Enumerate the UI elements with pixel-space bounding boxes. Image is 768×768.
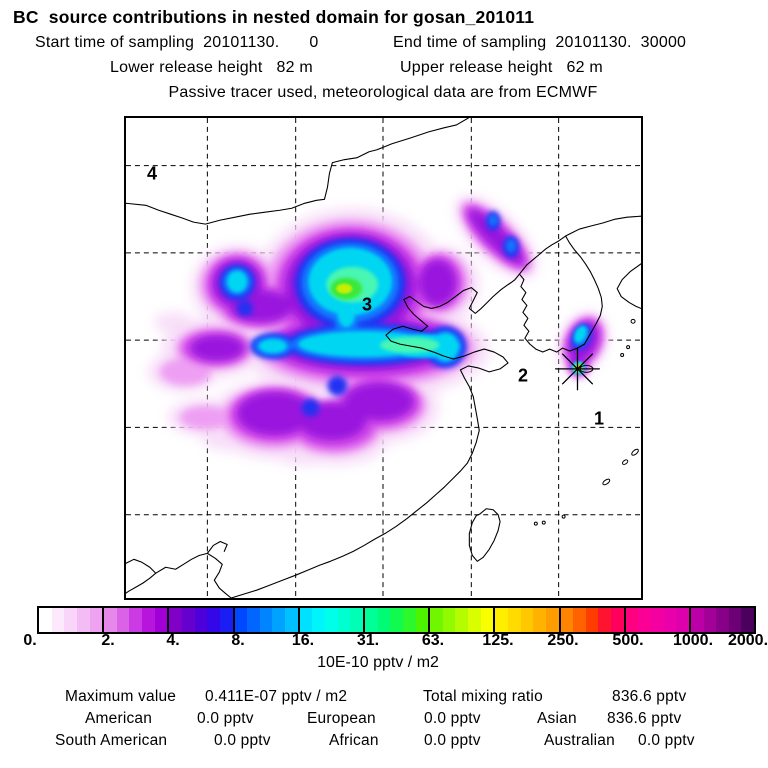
colorbar-tick: 63. [421,632,445,649]
colorbar-cell [443,608,456,632]
colorbar-segment [495,608,560,632]
colorbar-cell [260,608,273,632]
colorbar-segment [626,608,691,632]
colorbar-cell [90,608,103,632]
colorbar-cell [455,608,468,632]
colorbar-cell [468,608,481,632]
colorbar-cell [64,608,77,632]
colorbar-cell [598,608,611,632]
colorbar-cell [169,608,182,632]
colorbar-cell [430,608,443,632]
receptor-star-icon [556,348,600,390]
sampling-end-label: End time of sampling [393,34,547,51]
region-label-1: 1 [593,408,605,429]
region-label-3: 3 [361,294,373,315]
asian-label: Asian [537,710,577,727]
colorbar-tick: 500. [612,632,644,649]
colorbar-tick: 31. [356,632,380,649]
colorbar-segment [169,608,234,632]
colorbar-tick: 2. [101,632,115,649]
african-value: 0.0 pptv [424,732,481,749]
maximum-label: Maximum value [65,688,177,705]
sampling-start-label: Start time of sampling [35,34,195,51]
colorbar-cell [626,608,639,632]
colorbar-segment [104,608,169,632]
colorbar-cell [300,608,313,632]
colorbar-cell [365,608,378,632]
colorbar-cell [533,608,546,632]
colorbar-cell [676,608,689,632]
colorbar-cell [390,608,403,632]
colorbar-cell [155,608,168,632]
colorbar-segment [235,608,300,632]
colorbar-cell [39,608,52,632]
asian-value: 836.6 pptv [607,710,682,727]
sampling-end [393,34,686,52]
colorbar-cell [104,608,117,632]
colorbar-cell [195,608,208,632]
colorbar-segment [300,608,365,632]
sampling-start [35,34,319,52]
sampling-end-time: 30000 [640,34,687,51]
colorbar-cell [182,608,195,632]
colorbar-tick: 16. [291,632,315,649]
colorbar-segment [430,608,495,632]
colorbar-cell [704,608,717,632]
european-label: European [307,710,376,727]
colorbar-cell [741,608,754,632]
colorbar-cell [338,608,351,632]
colorbar-cell [561,608,574,632]
lower-release [110,59,313,77]
colorbar-cell [129,608,142,632]
colorbar-units: 10E-10 pptv / m2 [317,654,439,671]
colorbar-segment [691,608,754,632]
lower-release-label: Lower release height [110,59,263,76]
colorbar-cell [664,608,677,632]
concentration-field [148,182,619,465]
tracer-note: Passive tracer used, meteorological data are from ECMWF [168,84,598,101]
map-plot [126,118,641,598]
colorbar-cell [651,608,664,632]
colorbar-cell [495,608,508,632]
map-panel [124,116,643,600]
colorbar-cell [52,608,65,632]
lower-release-value: 82 m [276,59,313,76]
colorbar-cell [378,608,391,632]
colorbar-tick: 0. [23,632,37,649]
colorbar [37,606,756,634]
colorbar-cell [312,608,325,632]
colorbar-tick: 4. [166,632,180,649]
colorbar-cell [611,608,624,632]
colorbar-cell [508,608,521,632]
maximum-value: 0.411E-07 pptv / m2 [205,688,348,705]
american-value: 0.0 pptv [197,710,254,727]
colorbar-tick: 125. [482,632,514,649]
colorbar-cell [142,608,155,632]
upper-release [400,59,603,77]
colorbar-tick: 250. [547,632,579,649]
upper-release-value: 62 m [566,59,603,76]
sampling-start-date: 20101130. [203,34,280,51]
american-label: American [85,710,153,727]
sampling-start-time: 0 [309,34,319,51]
colorbar-cell [521,608,534,632]
colorbar-cell [235,608,248,632]
european-value: 0.0 pptv [424,710,481,727]
colorbar-cell [350,608,363,632]
colorbar-cell [77,608,90,632]
colorbar-cell [207,608,220,632]
total-mixing-label: Total mixing ratio [423,688,543,705]
region-label-2: 2 [517,365,529,386]
colorbar-cell [691,608,704,632]
colorbar-cell [586,608,599,632]
colorbar-segment [39,608,104,632]
colorbar-cell [403,608,416,632]
page-title: BC source contributions in nested domain for gosan_201011 [13,7,535,27]
region-label-4: 4 [146,163,158,184]
colorbar-cell [325,608,338,632]
colorbar-cell [416,608,429,632]
colorbar-cell [272,608,285,632]
south-american-label: South American [55,732,168,749]
colorbar-cell [481,608,494,632]
colorbar-cell [546,608,559,632]
australian-label: Australian [544,732,615,749]
total-mixing-value: 836.6 pptv [612,688,687,705]
colorbar-cell [247,608,260,632]
colorbar-cell [716,608,729,632]
colorbar-tick: 8. [231,632,245,649]
african-label: African [329,732,379,749]
upper-release-label: Upper release height [400,59,553,76]
colorbar-segment [561,608,626,632]
south-american-value: 0.0 pptv [214,732,271,749]
colorbar-segment [365,608,430,632]
colorbar-tick: 2000. [727,632,768,649]
australian-value: 0.0 pptv [638,732,695,749]
colorbar-cell [220,608,233,632]
sampling-end-date: 20101130. [555,34,632,51]
colorbar-tick: 1000. [672,632,714,649]
colorbar-cell [117,608,130,632]
colorbar-cell [638,608,651,632]
colorbar-cell [729,608,742,632]
colorbar-cell [573,608,586,632]
colorbar-cell [285,608,298,632]
